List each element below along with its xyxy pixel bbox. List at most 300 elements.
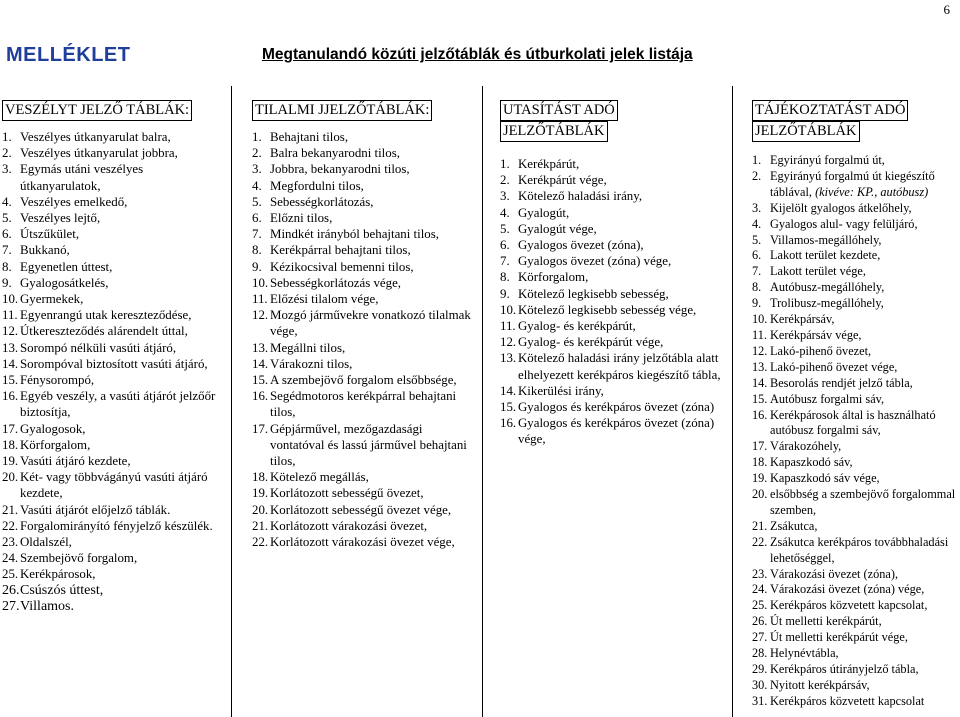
item-text: Két- vagy többvágányú vasúti átjáró kezdete, xyxy=(20,470,208,501)
list-item xyxy=(252,307,478,339)
list-item xyxy=(500,253,722,269)
list-item xyxy=(752,248,958,264)
item-number: 31. xyxy=(752,693,768,708)
list-item xyxy=(752,217,958,233)
item-number: 14. xyxy=(752,375,768,390)
list-item xyxy=(500,415,722,447)
list-item xyxy=(2,194,224,210)
list-item xyxy=(252,534,478,550)
item-number: 2. xyxy=(252,146,262,161)
list-item xyxy=(752,487,958,519)
item-number: 14. xyxy=(252,356,269,371)
list-item xyxy=(2,388,224,420)
title-melleklet: MELLÉKLET xyxy=(6,44,131,66)
list-item xyxy=(752,169,958,201)
item-number: 17. xyxy=(252,421,269,436)
item-number: 25. xyxy=(752,598,768,613)
list-item xyxy=(252,226,478,242)
list-item xyxy=(752,439,958,455)
item-text: Mindkét irányból behajtani tilos, xyxy=(270,227,439,242)
item-number: 8. xyxy=(500,270,510,285)
item-number: 22. xyxy=(752,534,768,549)
item-number: 3. xyxy=(500,189,510,204)
item-text: Körforgalom, xyxy=(518,270,589,285)
item-text: Gyalogos alul- vagy felüljáró, xyxy=(770,216,918,231)
item-number: 18. xyxy=(2,437,19,452)
item-text: Kapaszkodó sáv, xyxy=(770,455,853,470)
item-number: 6. xyxy=(752,248,762,263)
item-text: Gyalogút, xyxy=(518,205,570,220)
item-text: Útkereszteződés alárendelt úttal, xyxy=(20,324,188,339)
list-item xyxy=(2,129,224,145)
item-number: 24. xyxy=(2,551,19,566)
item-number: 9. xyxy=(252,259,262,274)
item-text: Veszélyes útkanyarulat jobbra, xyxy=(20,146,178,161)
item-number: 28. xyxy=(752,646,768,661)
item-text: A szembejövő forgalom elsőbbsége, xyxy=(270,373,457,388)
list-item xyxy=(752,264,958,280)
column-prohibitory-signs xyxy=(252,100,478,550)
item-text: Gyalog- és kerékpárút vége, xyxy=(518,335,664,350)
list-item xyxy=(2,340,224,356)
item-number: 9. xyxy=(2,275,12,290)
list-warning-signs xyxy=(2,129,224,615)
item-text: Egyirányú forgalmú út kiegészítő táblával, (kivéve: KP., autóbusz) xyxy=(770,168,935,199)
item-text: Egyenrangú utak kereszteződése, xyxy=(20,308,192,323)
list-item xyxy=(252,372,478,388)
item-number: 20. xyxy=(752,487,768,502)
item-number: 11. xyxy=(500,319,516,334)
item-number: 5. xyxy=(500,221,510,236)
item-text: Villamos-megállóhely, xyxy=(770,232,882,247)
item-number: 1. xyxy=(252,130,262,144)
list-item xyxy=(752,392,958,408)
item-number: 11. xyxy=(252,292,268,307)
list-item xyxy=(252,275,478,291)
item-number: 19. xyxy=(252,486,269,501)
list-item xyxy=(252,518,478,534)
item-text: Autóbusz forgalmi sáv, xyxy=(770,391,885,406)
item-text: Kerékpárosok, xyxy=(20,567,96,582)
item-text: Korlátozott várakozási övezet vége, xyxy=(270,535,455,550)
item-text: Kerékpárosok által is használható autóbusz forgalmi sáv, xyxy=(770,407,936,438)
list-item xyxy=(752,535,958,567)
item-number: 6. xyxy=(252,211,262,226)
item-text: Egyenetlen úttest, xyxy=(20,259,113,274)
item-text: Segédmotoros kerékpárral behajtani tilos, xyxy=(270,389,457,420)
list-item xyxy=(2,421,224,437)
item-number: 8. xyxy=(752,280,762,295)
item-text: Helynévtábla, xyxy=(770,646,839,661)
item-text: Kerékpáros közvetett kapcsolat, xyxy=(770,598,928,613)
list-item xyxy=(500,350,722,382)
item-number: 16. xyxy=(2,389,19,404)
item-number: 6. xyxy=(2,227,12,242)
document-title: Megtanulandó közúti jelzőtáblák és útburkolati jelek listája xyxy=(262,46,693,63)
item-text: Várakozási övezet (zóna) vége, xyxy=(770,582,925,597)
item-text: Út melletti kerékpárút, xyxy=(770,614,882,629)
item-text: Korlátozott sebességű övezet vége, xyxy=(270,502,452,517)
item-text: Mozgó járművekre vonatkozó tilalmak vége, xyxy=(270,308,471,339)
list-item xyxy=(752,662,958,678)
item-text: elsőbbség a szembejövő forgalommal szemben, xyxy=(770,487,956,517)
item-text: Kerékpársáv vége, xyxy=(770,327,862,342)
item-text: Kézikocsival bemenni tilos, xyxy=(270,259,414,274)
item-number: 16. xyxy=(752,407,768,422)
item-text: Útszűkület, xyxy=(20,227,80,242)
item-text: Kerékpárút vége, xyxy=(518,173,607,188)
item-number: 21. xyxy=(752,518,768,533)
item-text: Lakott terület kezdete, xyxy=(770,248,881,263)
item-text: Autóbusz-megállóhely, xyxy=(770,280,885,295)
list-item xyxy=(2,599,224,615)
item-number: 1. xyxy=(500,157,510,171)
list-item xyxy=(2,453,224,469)
list-item xyxy=(752,678,958,694)
list-prohibitory-signs xyxy=(252,129,478,550)
list-item xyxy=(252,145,478,161)
list-item xyxy=(752,328,958,344)
item-number: 15. xyxy=(500,400,517,415)
list-item xyxy=(2,356,224,372)
item-text: Gyermekek, xyxy=(20,292,84,307)
item-text: Gyalogos és kerékpáros övezet (zóna) xyxy=(518,400,715,415)
list-item xyxy=(2,437,224,453)
item-text: Zsákutca kerékpáros továbbhaladási lehetőséggel, xyxy=(770,534,949,565)
list-item xyxy=(252,340,478,356)
item-number: 27. xyxy=(2,598,20,614)
item-text: Nyitott kerékpársáv, xyxy=(770,677,870,692)
item-number: 7. xyxy=(2,243,12,258)
item-number: 13. xyxy=(2,340,19,355)
list-item xyxy=(252,388,478,420)
list-item xyxy=(2,242,224,258)
item-text: Gyalogút vége, xyxy=(518,221,597,236)
list-item xyxy=(252,161,478,177)
item-text: Gyalogosátkelés, xyxy=(20,275,109,290)
list-item xyxy=(252,129,478,145)
item-number: 27. xyxy=(752,630,768,645)
item-number: 10. xyxy=(500,302,517,317)
item-text: Vasúti átjáró kezdete, xyxy=(20,454,131,469)
list-item xyxy=(500,221,722,237)
column-warning-signs xyxy=(2,100,224,615)
item-number: 15. xyxy=(752,391,768,406)
list-item xyxy=(252,502,478,518)
list-item xyxy=(252,469,478,485)
list-item xyxy=(500,318,722,334)
list-item xyxy=(752,296,958,312)
item-number: 13. xyxy=(752,359,768,374)
item-number: 21. xyxy=(252,518,269,533)
item-text: Gyalog- és kerékpárút, xyxy=(518,319,636,334)
item-number: 16. xyxy=(252,389,269,404)
list-item xyxy=(752,233,958,249)
item-number: 9. xyxy=(500,286,510,301)
list-item xyxy=(2,323,224,339)
list-item xyxy=(2,583,224,599)
item-number: 11. xyxy=(752,327,767,342)
list-item xyxy=(500,188,722,204)
item-number: 10. xyxy=(752,312,768,327)
list-item xyxy=(2,518,224,534)
item-number: 22. xyxy=(252,535,269,550)
item-number: 29. xyxy=(752,662,768,676)
list-item xyxy=(252,291,478,307)
item-number: 11. xyxy=(2,308,18,323)
column-divider xyxy=(732,86,733,717)
item-number: 5. xyxy=(252,194,262,209)
list-item xyxy=(2,534,224,550)
item-number: 7. xyxy=(252,227,262,242)
list-item xyxy=(500,399,722,415)
list-item xyxy=(2,259,224,275)
item-number: 2. xyxy=(752,168,762,183)
list-item xyxy=(500,334,722,350)
list-item xyxy=(752,280,958,296)
item-text: Kötelező legkisebb sebesség, xyxy=(518,286,669,301)
item-number: 26. xyxy=(752,614,768,629)
item-text: Sebességkorlátozás, xyxy=(270,194,374,209)
item-number: 16. xyxy=(500,416,517,431)
list-item xyxy=(500,302,722,318)
item-number: 20. xyxy=(252,502,269,517)
item-text: Kerékpárút, xyxy=(518,157,580,171)
item-number: 15. xyxy=(2,373,19,388)
list-item xyxy=(752,567,958,583)
list-item xyxy=(500,172,722,188)
item-number: 9. xyxy=(752,296,762,311)
item-text: Kötelező haladási irány, xyxy=(518,189,643,204)
item-number: 23. xyxy=(2,535,19,550)
list-item xyxy=(2,469,224,501)
item-text: Gyalogos és kerékpáros övezet (zóna) vége, xyxy=(518,416,715,447)
list-item xyxy=(2,226,224,242)
item-number: 3. xyxy=(252,162,262,177)
item-text: Kerékpáros közvetett kapcsolat xyxy=(770,693,925,708)
column-divider xyxy=(482,86,483,717)
list-item xyxy=(2,145,224,161)
item-number: 7. xyxy=(500,254,510,269)
item-text: Gyalogosok, xyxy=(20,421,86,436)
item-text: Veszélyes lejtő, xyxy=(20,211,101,226)
list-item xyxy=(752,630,958,646)
list-item xyxy=(252,356,478,372)
list-item xyxy=(752,694,958,710)
item-text: Kerékpárral behajtani tilos, xyxy=(270,243,411,258)
column-mandatory-signs xyxy=(500,100,722,448)
item-number: 6. xyxy=(500,238,510,253)
list-item xyxy=(500,286,722,302)
item-text: Gyalogos övezet (zóna), xyxy=(518,238,644,253)
item-number: 5. xyxy=(2,211,12,226)
item-text: Zsákutca, xyxy=(770,518,818,533)
item-text: Csúszós úttest, xyxy=(20,582,104,598)
list-item xyxy=(500,383,722,399)
list-item xyxy=(752,519,958,535)
item-text: Egyéb veszély, a vasúti átjárót jelzőőr biztosítja, xyxy=(20,389,216,420)
item-number: 23. xyxy=(752,566,768,581)
item-number: 13. xyxy=(252,340,269,355)
list-item xyxy=(752,582,958,598)
list-item xyxy=(752,471,958,487)
item-number: 22. xyxy=(2,518,19,533)
item-text: Várakozni tilos, xyxy=(270,356,353,371)
list-item xyxy=(500,269,722,285)
item-text: Behajtani tilos, xyxy=(270,130,349,144)
item-number: 3. xyxy=(2,162,12,177)
item-number: 2. xyxy=(2,146,12,161)
list-item xyxy=(252,485,478,501)
item-text: Sorompó nélküli vasúti átjáró, xyxy=(20,340,177,355)
item-text: Kerékpársáv, xyxy=(770,312,835,327)
item-number: 14. xyxy=(2,356,19,371)
item-number: 17. xyxy=(2,421,19,436)
item-text: Lakó-pihenő övezet, xyxy=(770,343,872,358)
item-text: Egyirányú forgalmú út, xyxy=(770,153,885,167)
item-number: 10. xyxy=(2,292,19,307)
item-number: 25. xyxy=(2,567,19,582)
item-number: 7. xyxy=(752,264,762,279)
list-mandatory-signs xyxy=(500,156,722,448)
list-item xyxy=(252,194,478,210)
item-number: 19. xyxy=(2,454,19,469)
item-text: Kötelező haladási irány jelzőtábla alatt elhelyezett kerékpáros kiegészítő tábla, xyxy=(518,351,721,382)
column-divider xyxy=(231,86,232,717)
item-text: Lakott terület vége, xyxy=(770,264,866,279)
item-text: Bukkanó, xyxy=(20,243,70,258)
item-number: 8. xyxy=(252,243,262,258)
item-number: 12. xyxy=(500,335,517,350)
heading-prohibitory-signs: TILALMI JJELZŐTÁBLÁK: xyxy=(252,100,478,121)
item-text: Korlátozott várakozási övezet, xyxy=(270,518,428,533)
item-text: Sorompóval biztosított vasúti átjáró, xyxy=(20,356,208,371)
item-text: Kötelező legkisebb sebesség vége, xyxy=(518,302,697,317)
item-text: Gépjárművel, mezőgazdasági vontatóval és lassú járművel behajtani tilos, xyxy=(270,421,467,469)
item-text: Korlátozott sebességű övezet, xyxy=(270,486,424,501)
list-item xyxy=(752,360,958,376)
list-item xyxy=(752,344,958,360)
heading-warning-signs: VESZÉLYT JELZŐ TÁBLÁK: xyxy=(2,100,224,121)
item-text: Körforgalom, xyxy=(20,437,91,452)
item-text: Forgalomirányító fényjelző készülék. xyxy=(20,518,213,533)
item-text: Fénysorompó, xyxy=(20,373,95,388)
item-text: Előzni tilos, xyxy=(270,211,333,226)
item-text: Balra bekanyarodni tilos, xyxy=(270,146,400,161)
list-item xyxy=(2,275,224,291)
item-text: Út melletti kerékpárút vége, xyxy=(770,630,908,645)
column-information-signs xyxy=(752,100,958,710)
item-text: Várakozóhely, xyxy=(770,439,842,454)
list-item xyxy=(752,153,958,169)
item-text: Szembejövő forgalom, xyxy=(20,551,138,566)
list-item xyxy=(752,376,958,392)
item-number: 15. xyxy=(252,373,269,388)
item-number: 18. xyxy=(752,455,768,470)
item-text: Villamos. xyxy=(20,598,74,614)
item-text: Lakó-pihenő övezet vége, xyxy=(770,359,898,374)
item-number: 1. xyxy=(752,153,762,167)
list-information-signs xyxy=(752,153,958,710)
list-item xyxy=(752,598,958,614)
item-text: Veszélyes emelkedő, xyxy=(20,194,128,209)
item-number: 17. xyxy=(752,439,768,454)
list-item xyxy=(2,566,224,582)
item-number: 2. xyxy=(500,173,510,188)
list-item xyxy=(2,502,224,518)
item-number: 4. xyxy=(252,178,262,193)
item-text: Oldalszél, xyxy=(20,535,72,550)
list-item xyxy=(500,205,722,221)
list-item xyxy=(500,237,722,253)
item-number: 19. xyxy=(752,471,768,486)
item-text: Megállni tilos, xyxy=(270,340,346,355)
item-text: Veszélyes útkanyarulat balra, xyxy=(20,130,171,144)
item-number: 18. xyxy=(252,470,269,485)
item-number: 10. xyxy=(252,275,269,290)
list-item xyxy=(252,259,478,275)
item-number: 21. xyxy=(2,502,19,517)
item-number: 4. xyxy=(752,216,762,231)
item-text: Trolibusz-megállóhely, xyxy=(770,296,884,311)
item-text: Sebességkorlátozás vége, xyxy=(270,275,402,290)
list-item xyxy=(252,421,478,470)
list-item xyxy=(252,178,478,194)
item-text: Kikerülési irány, xyxy=(518,383,604,398)
item-number: 4. xyxy=(500,205,510,220)
list-item xyxy=(752,614,958,630)
item-number: 5. xyxy=(752,232,762,247)
item-text: Egymás utáni veszélyes útkanyarulatok, xyxy=(20,162,144,193)
list-item xyxy=(752,408,958,440)
list-item xyxy=(752,646,958,662)
item-text: Kötelező megállás, xyxy=(270,470,369,485)
list-item xyxy=(752,312,958,328)
list-item xyxy=(500,156,722,172)
item-number: 3. xyxy=(752,200,762,215)
list-item xyxy=(2,210,224,226)
item-text: Jobbra, bekanyarodni tilos, xyxy=(270,162,410,177)
item-number: 24. xyxy=(752,582,768,597)
item-text: Vasúti átjárót előjelző táblák. xyxy=(20,502,171,517)
heading-mandatory-signs: UTASÍTÁST ADÓ JELZŐTÁBLÁK xyxy=(500,100,722,142)
item-number: 20. xyxy=(2,470,19,485)
item-number: 4. xyxy=(2,194,12,209)
list-item xyxy=(2,307,224,323)
item-text: Gyalogos övezet (zóna) vége, xyxy=(518,254,672,269)
item-text: Besorolás rendjét jelző tábla, xyxy=(770,375,913,390)
item-text: Megfordulni tilos, xyxy=(270,178,364,193)
list-item xyxy=(752,455,958,471)
heading-information-signs: TÁJÉKOZTATÁST ADÓ JELZŐTÁBLÁK xyxy=(752,100,958,142)
item-number: 26. xyxy=(2,582,20,598)
list-item xyxy=(2,161,224,193)
list-item xyxy=(752,201,958,217)
item-number: 12. xyxy=(752,343,768,358)
item-text: Kapaszkodó sáv vége, xyxy=(770,471,880,486)
item-number: 12. xyxy=(2,324,19,339)
item-text: Kerékpáros útirányjelző tábla, xyxy=(770,662,919,676)
item-number: 14. xyxy=(500,383,517,398)
list-item xyxy=(2,291,224,307)
page-number: 6 xyxy=(943,2,950,17)
item-number: 8. xyxy=(2,259,12,274)
item-text: Kijelölt gyalogos átkelőhely, xyxy=(770,200,912,215)
item-number: 30. xyxy=(752,677,768,692)
item-number: 12. xyxy=(252,308,269,323)
list-item xyxy=(252,242,478,258)
item-text: Előzési tilalom vége, xyxy=(270,292,379,307)
